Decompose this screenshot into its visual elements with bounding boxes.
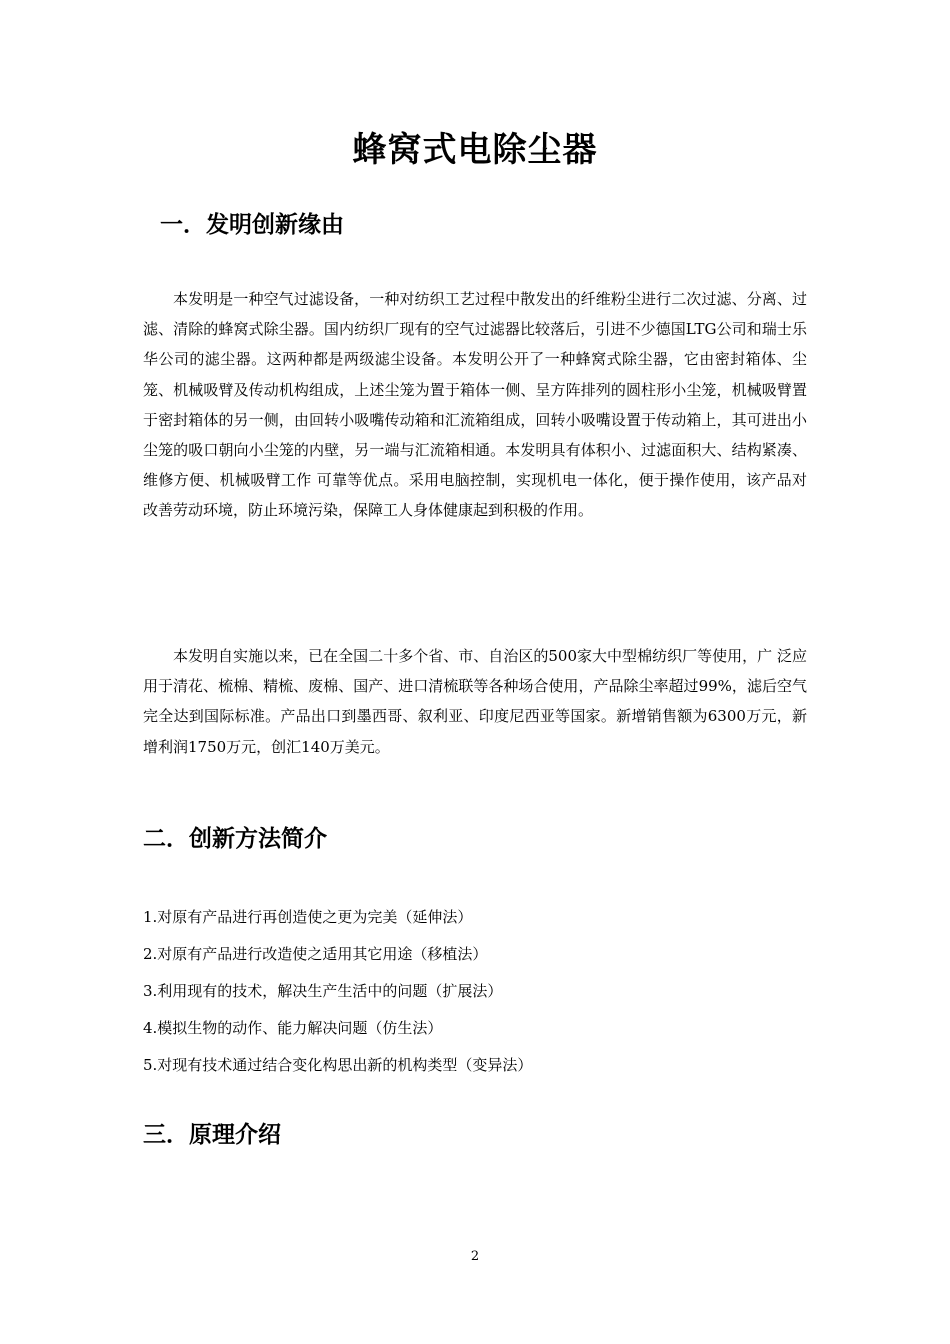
- list-item: 2.对原有产品进行改造使之适用其它用途（移植法）: [143, 945, 488, 963]
- list-item: 4.模拟生物的动作、能力解决问题（仿生法）: [143, 1019, 443, 1037]
- list-item: 1.对原有产品进行再创造使之更为完美（延伸法）: [143, 908, 473, 926]
- page-number: 2: [470, 1249, 480, 1264]
- list-item: 5.对现有技术通过结合变化构思出新的机构类型（变异法）: [143, 1056, 533, 1074]
- document-title: 蜂窝式电除尘器: [352, 130, 598, 170]
- paragraph-invention-background: 本发明是一种空气过滤设备，一种对纺织工艺过程中散发出的纤维粉尘进行二次过滤、分离、过滤、清除的蜂窝式除尘器。国内纺织厂现有的空气过滤器比较落后，引进不少德国LTG公司和瑞士乐华公司的滤尘器。这两种都是两级滤尘设备。本发明公开了一种蜂窝式除尘器，它由密封箱体、尘笼、机械吸臂及传动机构组成，上述尘笼为置于箱体一侧、呈方阵排列的圆柱形小尘笼，机械吸臂置于密封箱体的另一侧，由回转小吸嘴传动箱和汇流箱组成，回转小吸嘴设置于传动箱上，其可进出小尘笼的吸口朝向小尘笼的内壁，另一端与汇流箱相通。本发明具有体积小、过滤面积大、结构紧凑、维修方便、机械吸臂工作 可靠等优点。采用电脑控制，实现机电一体化，便于操作使用，该产品对改善劳动环境，防止环境污染，保障工人身体健康起到积极的作用。: [143, 290, 807, 520]
- innovation-methods-list: [143, 899, 807, 1084]
- section-heading-2: 二．创新方法简介: [143, 826, 327, 852]
- paragraph-invention-results: 本发明自实施以来，已在全国二十多个省、市、自治区的500家大中型棉纺织厂等使用，广 泛应用于清花、梳棉、精梳、废棉、国产、进口清梳联等各种场合使用，产品除尘率超过99%，滤后空气完全达到国际标准。产品出口到墨西哥、叙利亚、印度尼西亚等国家。新增销售额为6300万元，新增利润1750万元，创汇140万美元。: [143, 647, 807, 756]
- section-heading-3: 三．原理介绍: [143, 1122, 281, 1148]
- list-item: 3.利用现有的技术，解决生产生活中的问题（扩展法）: [143, 982, 503, 1000]
- section-heading-1: 一．发明创新缘由: [160, 212, 344, 238]
